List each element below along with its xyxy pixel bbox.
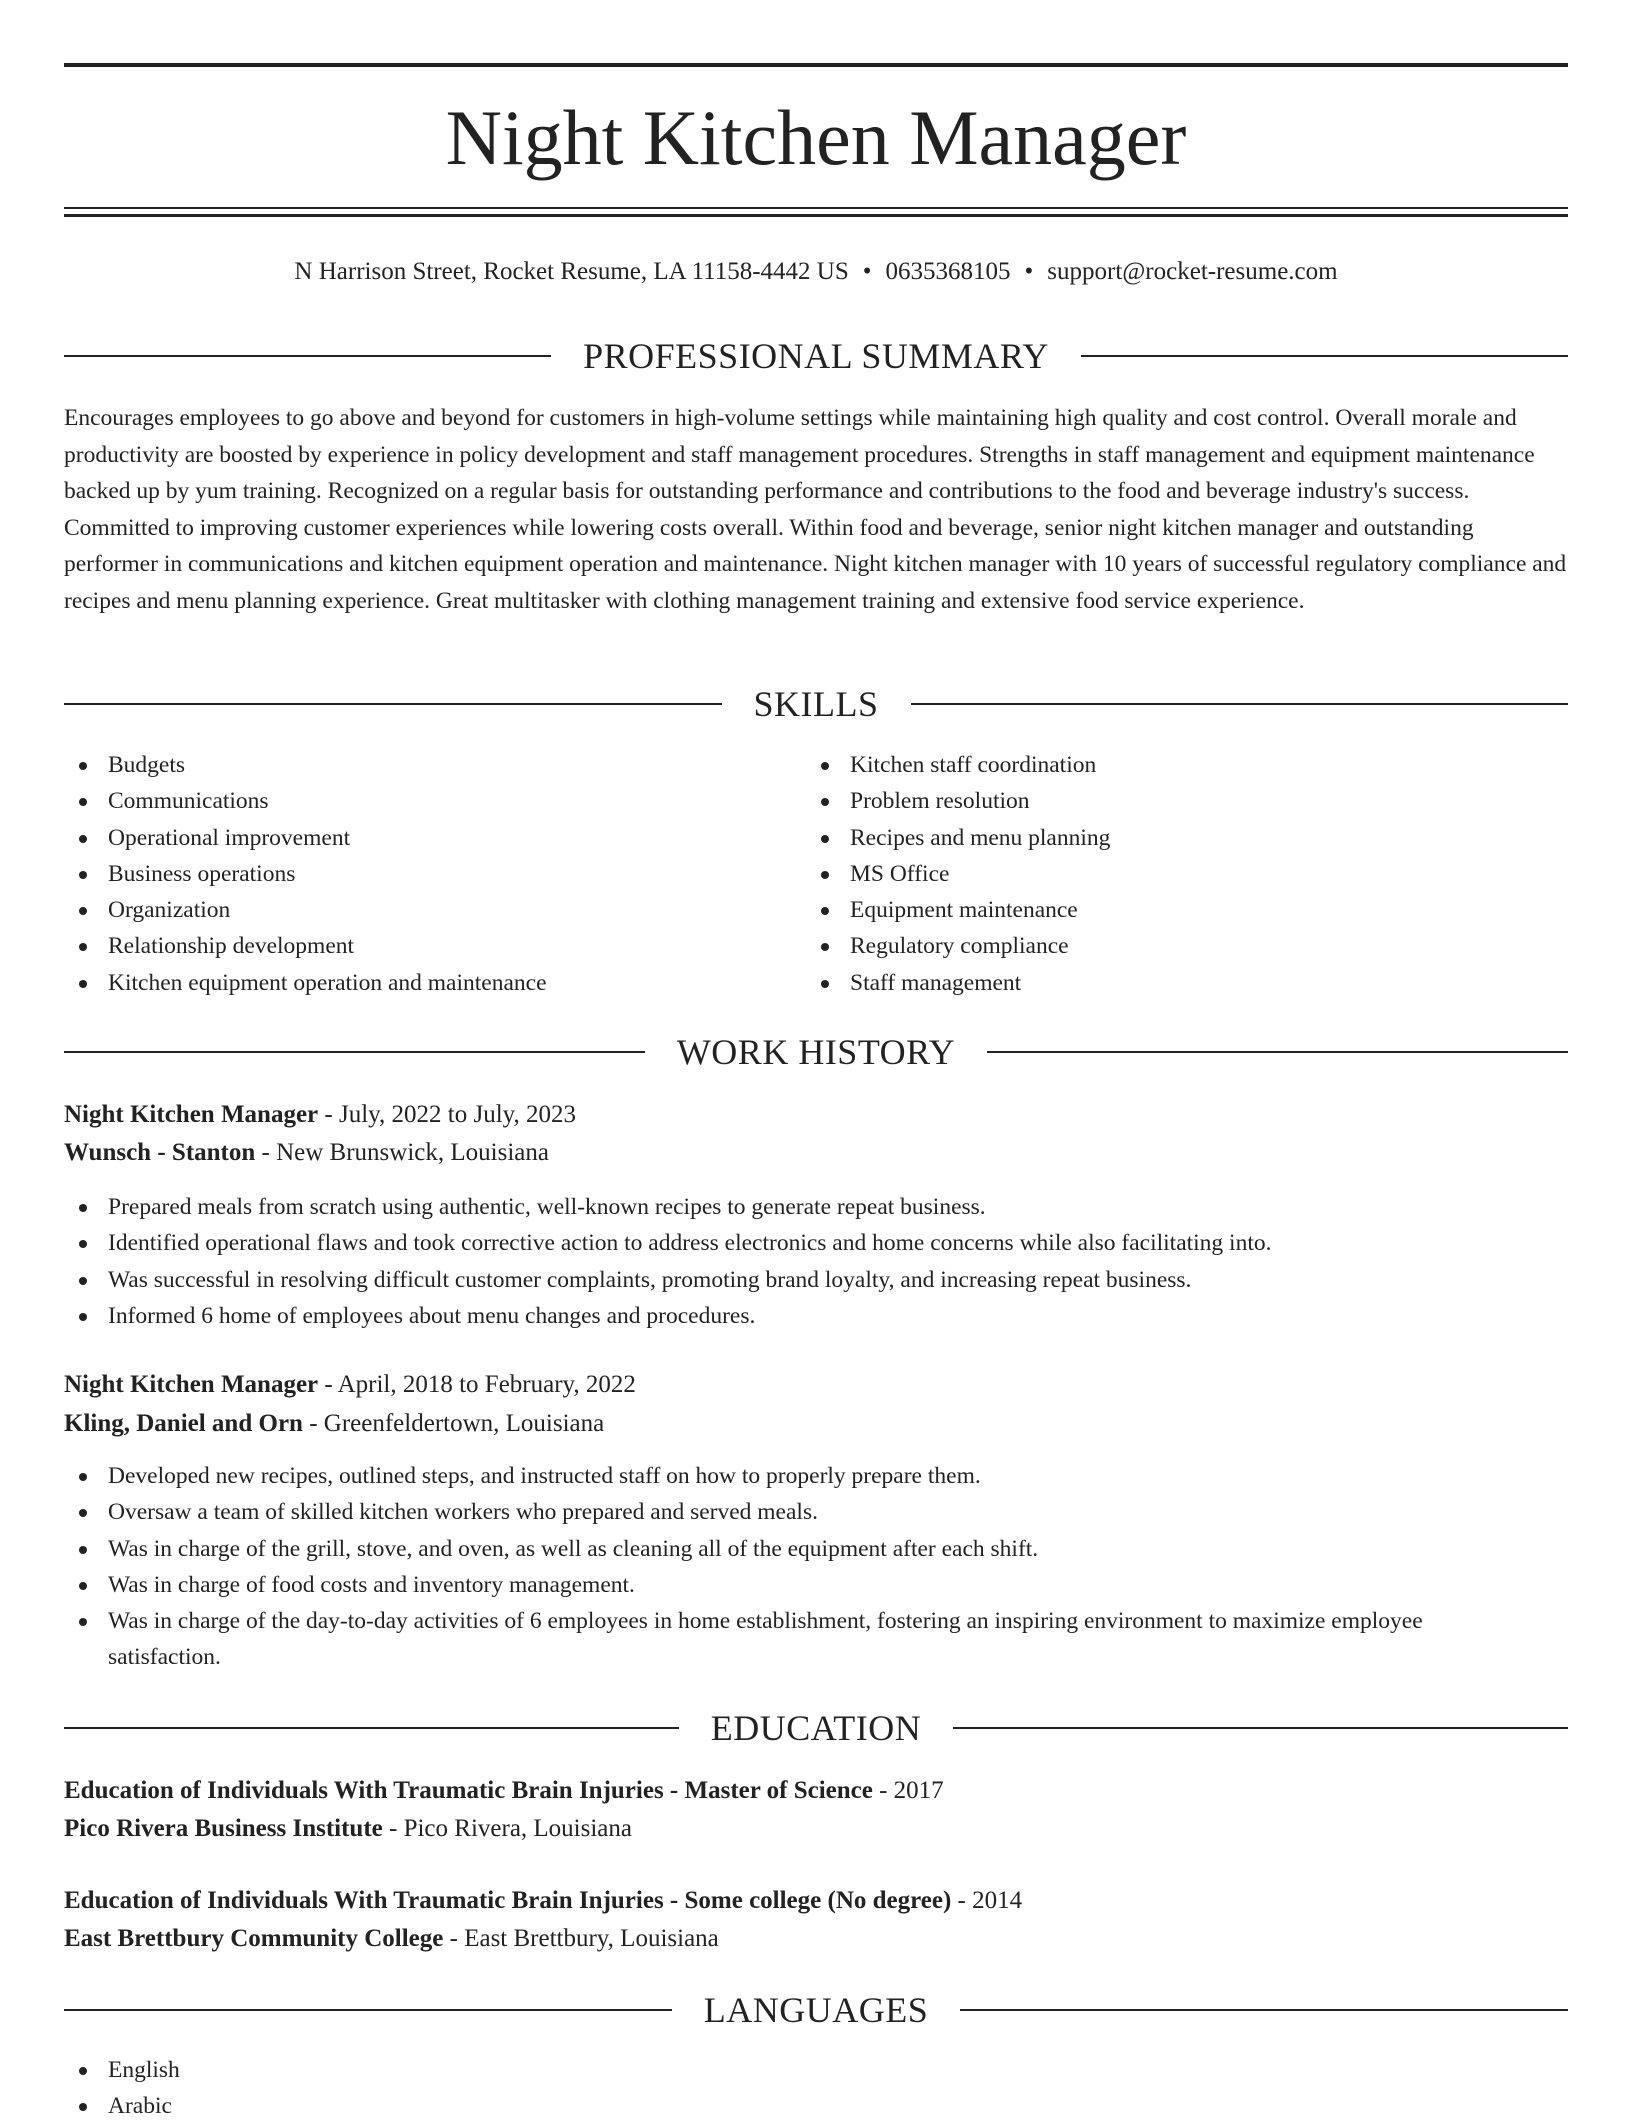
job-title-line xyxy=(64,1366,1568,1404)
section-title: PROFESSIONAL SUMMARY xyxy=(583,336,1049,376)
skill-item: Organization xyxy=(64,892,804,928)
heading-rule xyxy=(64,1051,645,1053)
education-location: - East Brettbury, Louisiana xyxy=(443,1925,719,1952)
resume-title: Night Kitchen Manager xyxy=(445,94,1187,181)
title-double-rule xyxy=(64,207,1568,217)
heading-rule xyxy=(911,703,1569,705)
job-bullets xyxy=(64,1189,1568,1334)
education-year: - 2017 xyxy=(872,1777,944,1804)
job-bullet: Was successful in resolving difficult customer complaints, promoting brand loyalty, and increasing repeat business. xyxy=(64,1262,1568,1298)
section-title: WORK HISTORY xyxy=(676,1032,956,1072)
job-bullet: Informed 6 home of employees about menu changes and procedures. xyxy=(64,1298,1568,1334)
job-location: - New Brunswick, Louisiana xyxy=(255,1139,549,1166)
skills-left-column xyxy=(64,747,804,1001)
skill-item: Budgets xyxy=(64,747,804,783)
languages-list xyxy=(64,2052,1568,2125)
education-school: Pico Rivera Business Institute xyxy=(64,1815,383,1842)
job-bullet: Was in charge of food costs and inventory management. xyxy=(64,1567,1504,1603)
job-title-line xyxy=(64,1096,1568,1134)
job-bullet: Oversaw a team of skilled kitchen workers who prepared and served meals. xyxy=(64,1494,1504,1530)
job-bullet: Was in charge of the day-to-day activities of 6 employees in home establishment, fostering an inspiring environment to maximize employee satisfaction. xyxy=(64,1603,1504,1676)
job-company-line xyxy=(64,1405,1568,1443)
contact-address: N Harrison Street, Rocket Resume, LA 11158-4442 US xyxy=(294,258,849,285)
summary-text: Encourages employees to go above and beyond for customers in high-volume settings while maintaining high quality and cost control. Overall morale and productivity are boosted by experience in policy development and staff management procedures. Strengths in staff management and equipment maintenance backed up by yum training. Recognized on a regular basis for outstanding performance and contributions to the food and beverage industry's success. Committed to improving customer experiences while lowering costs overall. Within food and beverage, senior night kitchen manager and outstanding performer in communications and kitchen equipment operation and maintenance. Night kitchen manager with 10 years of successful regulatory compliance and recipes and menu planning experience. Great multitasker with clothing management training and extensive food service experience. xyxy=(64,405,1567,614)
section-heading-education xyxy=(64,1706,1568,1750)
education-degree-line xyxy=(64,1882,1568,1920)
education-school-line xyxy=(64,1920,1568,1958)
skill-item: Equipment maintenance xyxy=(806,892,1546,928)
education-year: - 2014 xyxy=(951,1887,1023,1914)
skill-item: Recipes and menu planning xyxy=(806,820,1546,856)
heading-rule xyxy=(987,1051,1568,1053)
skill-item: Relationship development xyxy=(64,928,804,964)
section-heading-summary xyxy=(64,334,1568,378)
skill-item: Regulatory compliance xyxy=(806,928,1546,964)
job-dates: - July, 2022 to July, 2023 xyxy=(318,1101,577,1128)
education-school-line xyxy=(64,1810,1568,1848)
job-bullet: Was in charge of the grill, stove, and oven, as well as cleaning all of the equipment after each shift. xyxy=(64,1531,1504,1567)
contact-email[interactable]: support@rocket-resume.com xyxy=(1047,258,1338,285)
section-title: SKILLS xyxy=(753,684,879,724)
education-degree-line xyxy=(64,1772,1568,1810)
contact-line xyxy=(64,252,1568,292)
contact-separator: • xyxy=(1024,258,1034,285)
contact-phone: 0635368105 xyxy=(885,258,1011,285)
contact-separator: • xyxy=(862,258,872,285)
heading-rule xyxy=(64,355,551,357)
heading-rule xyxy=(960,2009,1568,2011)
job-location: - Greenfeldertown, Louisiana xyxy=(302,1410,605,1437)
education-degree: Education of Individuals With Traumatic Brain Injuries - Some college (No degree) xyxy=(64,1887,952,1914)
top-rule xyxy=(64,63,1568,67)
heading-rule xyxy=(1081,355,1568,357)
job-bullet: Prepared meals from scratch using authentic, well-known recipes to generate repeat business. xyxy=(64,1189,1568,1225)
skill-item: Problem resolution xyxy=(806,783,1546,819)
education-degree: Education of Individuals With Traumatic Brain Injuries - Master of Science xyxy=(64,1777,873,1804)
section-heading-skills xyxy=(64,682,1568,726)
education-location: - Pico Rivera, Louisiana xyxy=(382,1815,632,1842)
skill-item: MS Office xyxy=(806,856,1546,892)
heading-rule xyxy=(953,1727,1568,1729)
skill-item: Staff management xyxy=(806,965,1546,1001)
job-dates: - April, 2018 to February, 2022 xyxy=(318,1371,636,1398)
education-school: East Brettbury Community College xyxy=(64,1925,444,1952)
job-title: Night Kitchen Manager xyxy=(64,1371,319,1398)
language-item: English xyxy=(64,2052,1568,2088)
heading-rule xyxy=(64,2009,672,2011)
heading-rule xyxy=(64,1727,679,1729)
section-heading-work xyxy=(64,1030,1568,1074)
job-bullets xyxy=(64,1458,1504,1676)
job-company: Kling, Daniel and Orn xyxy=(64,1410,303,1437)
section-title: EDUCATION xyxy=(710,1708,922,1748)
section-heading-languages xyxy=(64,1988,1568,2032)
job-title: Night Kitchen Manager xyxy=(64,1101,319,1128)
job-company: Wunsch - Stanton xyxy=(64,1139,256,1166)
job-company-line xyxy=(64,1134,1568,1172)
skills-right-column xyxy=(806,747,1546,1001)
language-item: Arabic xyxy=(64,2088,1568,2124)
job-bullet: Developed new recipes, outlined steps, and instructed staff on how to properly prepare them. xyxy=(64,1458,1504,1494)
skill-item: Kitchen staff coordination xyxy=(806,747,1546,783)
section-title: LANGUAGES xyxy=(703,1990,929,2030)
skill-item: Business operations xyxy=(64,856,804,892)
heading-rule xyxy=(64,703,722,705)
skill-item: Kitchen equipment operation and maintenance xyxy=(64,965,804,1001)
job-bullet: Identified operational flaws and took corrective action to address electronics and home concerns while also facilitating into. xyxy=(64,1225,1568,1261)
skill-item: Operational improvement xyxy=(64,820,804,856)
skill-item: Communications xyxy=(64,783,804,819)
